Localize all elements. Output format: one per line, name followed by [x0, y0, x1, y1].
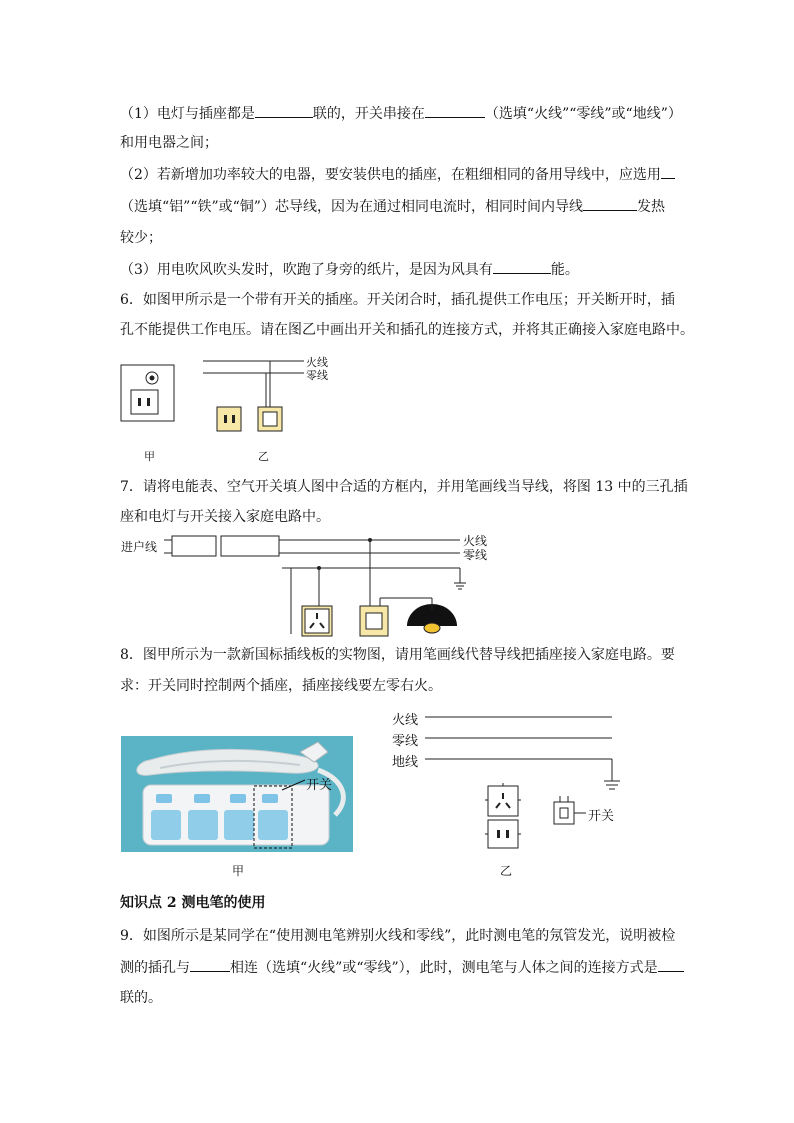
- socket-pin: [232, 415, 235, 423]
- switch-dot: [150, 376, 155, 381]
- socket-pin: [506, 830, 509, 838]
- neutral-wire-label: 零线: [306, 369, 328, 382]
- q5-text: （选填“铝”“铁”或“铜”）芯导线，因为在通过相同电流时，相同时间内导线: [120, 199, 583, 215]
- socket-face: [131, 390, 158, 414]
- q7-line-2: 座和电灯与开关接入家庭电路中。: [120, 509, 330, 525]
- q9-line-2: [120, 957, 684, 978]
- two-hole-socket: [217, 407, 241, 431]
- strip-switch: [230, 794, 246, 803]
- strip-outlet: [188, 810, 218, 840]
- q8-power-strip-photo: [121, 736, 353, 852]
- q8-circuit-diagram: [425, 717, 620, 848]
- q6-line-1: 6．如图甲所示是一个带有开关的插座。开关闭合时，插孔提供工作电压；开关断开时，插: [120, 292, 675, 308]
- answer-blank: [658, 957, 684, 972]
- figure-a-caption: 甲: [232, 864, 245, 878]
- q7-circuit-diagram: [164, 536, 466, 636]
- meter-box-empty: [172, 536, 216, 556]
- neutral-wire-label: 零线: [392, 734, 419, 749]
- q7-line-1: 7．请将电能表、空气开关填人图中合适的方框内，并用笔画线当导线，将图 13 中的三孔插: [120, 479, 688, 495]
- switch-label: 开关: [588, 809, 615, 824]
- three-hole-socket-face: [305, 609, 329, 633]
- switch-button: [560, 808, 568, 818]
- q8-line-2: 求：开关同时控制两个插座，插座接线要左零右火。: [120, 678, 442, 694]
- socket-pin: [497, 830, 500, 838]
- strip-outlet: [224, 810, 254, 840]
- answer-blank: [190, 957, 230, 972]
- fire-wire-label: 火线: [392, 713, 419, 728]
- q5-line-2: 和用电器之间；: [120, 135, 218, 151]
- q9-line-3: 联的。: [120, 990, 162, 1006]
- figure-b-caption: 乙: [258, 450, 269, 463]
- q5-text: 能。: [550, 262, 579, 278]
- q5-text: （选填“火线”“零线”或“地线”）: [484, 106, 682, 122]
- q5-text: （3）用电吹风吹头发时，吹跑了身旁的纸片，是因为风具有: [120, 262, 493, 278]
- q5-text: 联的，开关串接在: [312, 106, 425, 122]
- socket-pin: [138, 398, 141, 406]
- strip-switch: [194, 794, 210, 803]
- q5-text: 发热: [636, 199, 665, 215]
- section-heading: 知识点 2 测电笔的使用: [120, 895, 266, 911]
- strip-switch: [156, 794, 172, 803]
- three-hole-socket: [488, 786, 518, 816]
- socket-pin: [224, 415, 227, 423]
- ground-wire-label: 地线: [392, 755, 419, 770]
- socket-pin: [147, 398, 150, 406]
- q9-text: 测的插孔与: [120, 960, 190, 976]
- neutral-wire-label: 零线: [463, 548, 488, 562]
- strip-switch: [262, 794, 278, 803]
- switch-button: [263, 412, 277, 426]
- breaker-box-empty: [221, 536, 279, 556]
- entry-wire-label: 进户线: [121, 540, 158, 554]
- q6-circuit-diagram: [203, 361, 304, 431]
- q5-text: （1）电灯与插座都是: [120, 106, 255, 122]
- two-hole-socket: [488, 820, 518, 848]
- figure-b-caption: 乙: [500, 864, 513, 878]
- photo-switch-label: 开关: [306, 778, 333, 793]
- q8-line-1: 8．图甲所示为一款新国标插线板的实物图，请用笔画线代替导线把插座接入家庭电路。要: [120, 647, 675, 663]
- strip-outlet: [258, 810, 288, 840]
- fire-wire-label: 火线: [463, 534, 488, 548]
- q9-text: 相连（选填“火线”或“零线”），此时，测电笔与人体之间的连接方式是: [230, 960, 658, 976]
- q6-socket-with-switch-figure: [121, 365, 174, 421]
- figure-a-caption: 甲: [144, 450, 155, 463]
- lamp-bulb-icon: [424, 623, 440, 633]
- q5-line-5: 较少；: [120, 230, 162, 246]
- q5-text: （2）若新增加功率较大的电器，要安装供电的插座，在粗细相同的备用导线中，应选用: [120, 167, 661, 183]
- strip-outlet: [151, 810, 181, 840]
- fire-wire-label: 火线: [306, 356, 328, 369]
- q9-line-1: 9．如图所示是某同学在“使用测电笔辨别火线和零线”，此时测电笔的氖管发光，说明被检: [120, 928, 676, 944]
- q6-line-2: 孔不能提供工作电压。请在图乙中画出开关和插孔的连接方式，并将其正确接入家庭电路中。: [120, 322, 694, 338]
- switch-button: [366, 613, 382, 629]
